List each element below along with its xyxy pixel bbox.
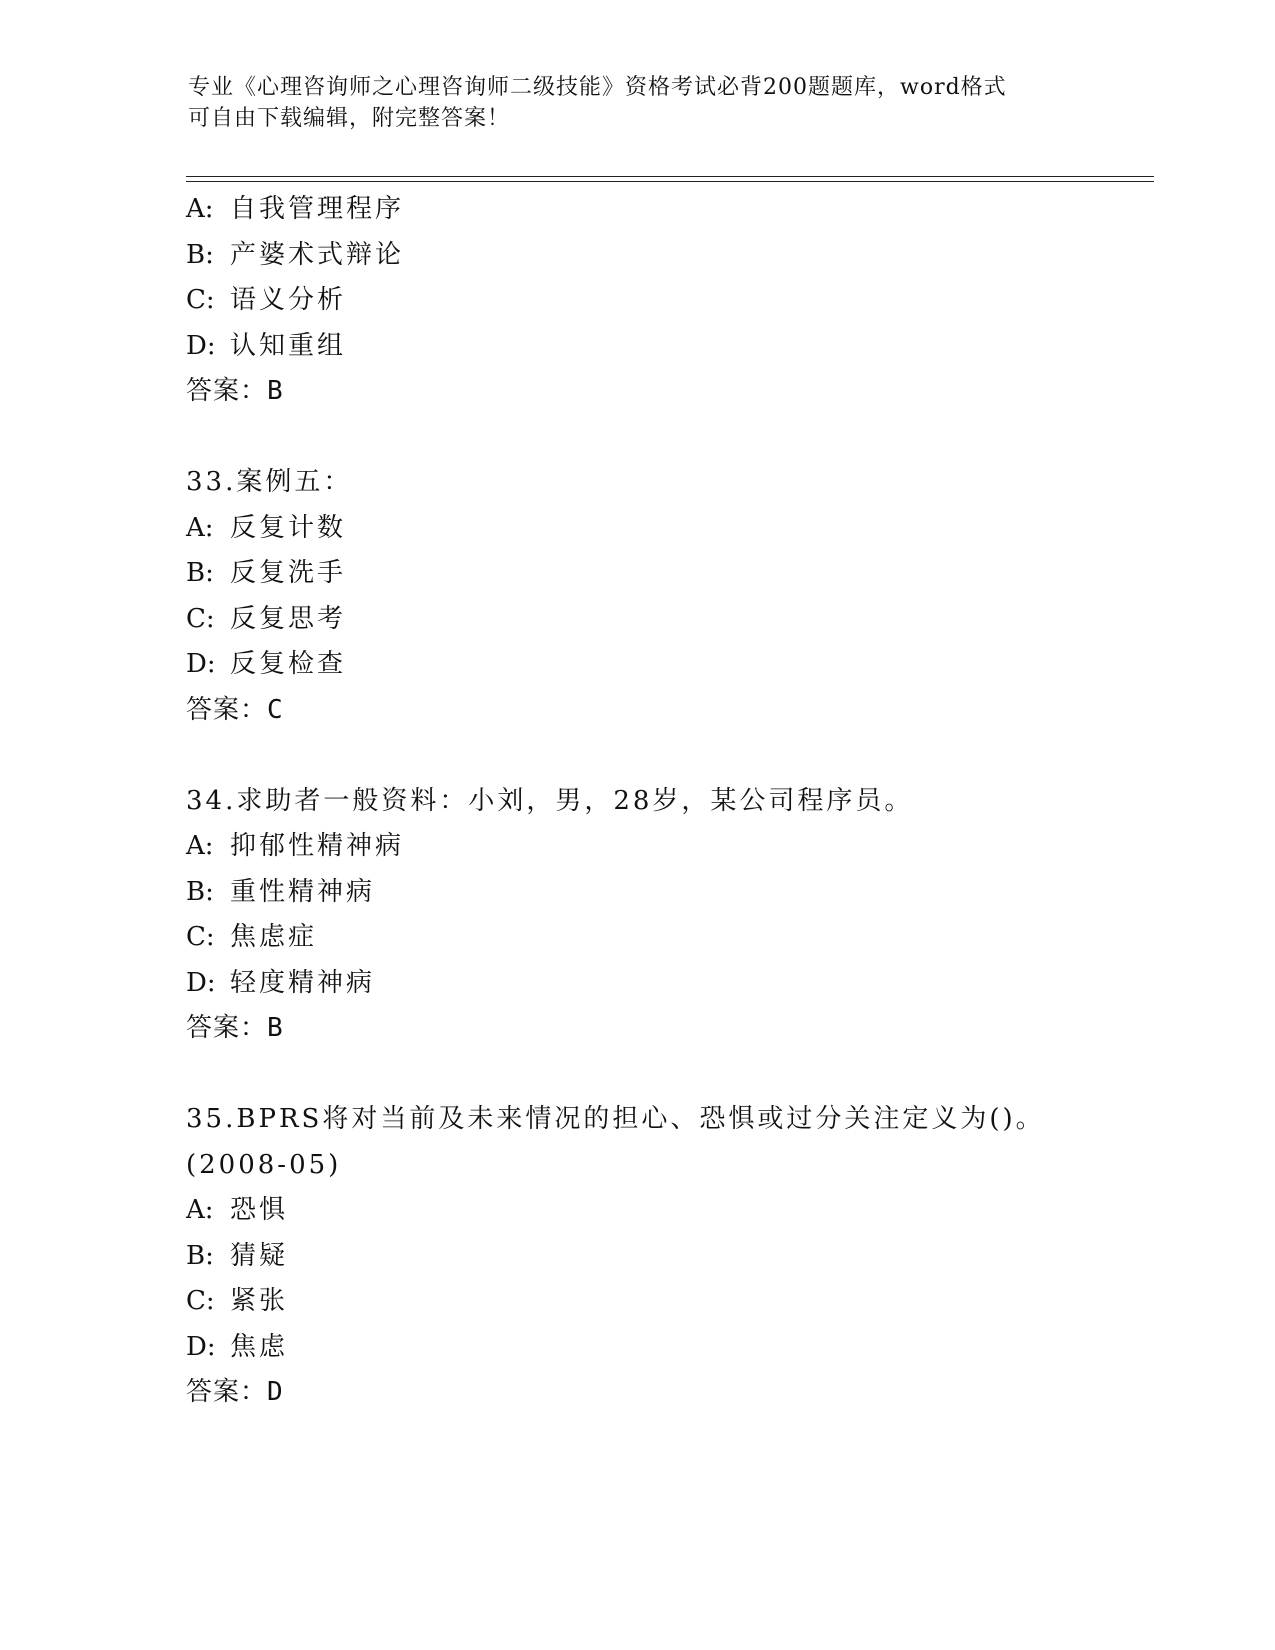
option-text: 恐惧: [230, 1195, 289, 1225]
option-letter: B:: [186, 239, 214, 270]
option-b: [186, 233, 1166, 279]
question-33: [186, 460, 1166, 733]
option-letter: D:: [186, 330, 216, 361]
document-header: [188, 72, 1088, 134]
option-text: 焦虑症: [230, 922, 318, 952]
option-text: 重性精神病: [230, 876, 376, 907]
option-letter: A:: [186, 1195, 214, 1225]
option-b: [186, 870, 1166, 916]
option-d: [186, 1325, 1166, 1371]
option-letter: D:: [186, 1331, 216, 1362]
option-letter: D:: [186, 967, 216, 998]
option-text: 抑郁性精神病: [230, 831, 405, 861]
option-letter: B:: [186, 876, 214, 907]
option-text: 反复检查: [230, 649, 347, 679]
option-text: 猜疑: [230, 1240, 289, 1271]
spacer: [186, 1052, 1166, 1098]
option-letter: C:: [186, 285, 215, 315]
option-text: 反复洗手: [230, 558, 347, 588]
header-divider-top: [186, 176, 1154, 177]
option-text: 自我管理程序: [230, 194, 405, 224]
spacer: [186, 733, 1166, 779]
option-d: [186, 961, 1166, 1007]
option-text: 认知重组: [230, 330, 347, 361]
option-b: [186, 1234, 1166, 1280]
question-list: [186, 187, 1166, 1416]
question-stem: 33.案例五：: [186, 467, 353, 497]
option-letter: C:: [186, 603, 215, 634]
header-divider-bottom: [186, 181, 1154, 182]
option-b: [186, 551, 1166, 597]
option-c: [186, 597, 1166, 643]
option-letter: A:: [186, 512, 214, 543]
spacer: [186, 415, 1166, 461]
option-letter: B:: [186, 558, 214, 588]
option-letter: A:: [186, 831, 214, 861]
option-a: [186, 824, 1166, 870]
answer-line: 答案：D: [186, 1377, 284, 1407]
question-34: [186, 779, 1166, 1052]
option-text: 反复计数: [230, 512, 347, 543]
option-a: [186, 506, 1166, 552]
header-line-2: 可自由下载编辑，附完整答案！: [188, 106, 511, 131]
option-letter: C:: [186, 922, 215, 952]
question-stem: 34.求助者一般资料：小刘，男，28岁，某公司程序员。: [186, 785, 914, 816]
question-stem-continued: (2008-05): [186, 1149, 342, 1180]
option-d: [186, 324, 1166, 370]
option-text: 轻度精神病: [230, 967, 376, 998]
option-c: [186, 278, 1166, 324]
option-text: 紧张: [230, 1286, 289, 1316]
option-letter: B:: [186, 1240, 214, 1271]
answer-line: 答案：B: [186, 1013, 284, 1043]
option-text: 焦虑: [230, 1331, 289, 1362]
header-line-1: 专业《心理咨询师之心理咨询师二级技能》资格考试必背200题题库，word格式: [188, 75, 1007, 100]
question-35: [186, 1097, 1166, 1416]
option-a: [186, 1188, 1166, 1234]
option-text: 语义分析: [230, 285, 347, 315]
option-text: 反复思考: [230, 603, 347, 634]
question-32: [186, 187, 1166, 415]
option-a: [186, 187, 1166, 233]
question-stem: 35.BPRS将对当前及未来情况的担心、恐惧或过分关注定义为()。: [186, 1104, 1045, 1134]
option-letter: C:: [186, 1286, 215, 1316]
answer-line: 答案：C: [186, 694, 284, 725]
option-letter: D:: [186, 649, 216, 679]
answer-line: 答案：B: [186, 376, 284, 406]
option-c: [186, 1279, 1166, 1325]
option-c: [186, 915, 1166, 961]
option-text: 产婆术式辩论: [230, 239, 405, 270]
option-letter: A:: [186, 194, 214, 224]
option-d: [186, 642, 1166, 688]
